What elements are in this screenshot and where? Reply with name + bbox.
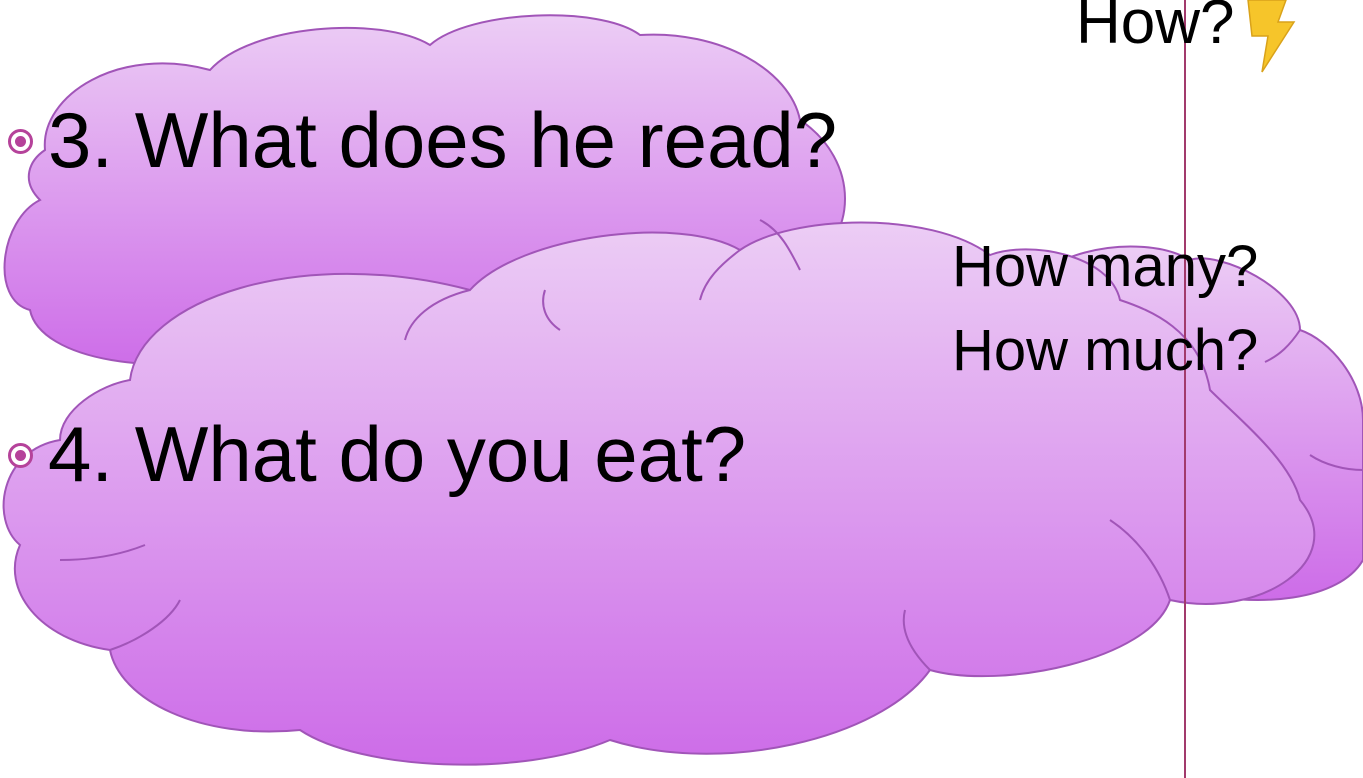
lightning-bolt-icon	[1238, 0, 1298, 75]
question-3: 3. What does he read?	[48, 96, 838, 184]
vertical-divider-line	[1184, 0, 1186, 778]
side-word-how-much: How much?	[952, 318, 1259, 383]
side-word-how-many: How many?	[952, 234, 1259, 299]
question-4: 4. What do you eat?	[48, 410, 747, 498]
circle-dot-bullet-icon	[8, 443, 33, 468]
side-word-how: How?	[1076, 0, 1235, 57]
circle-dot-bullet-icon	[8, 129, 33, 154]
